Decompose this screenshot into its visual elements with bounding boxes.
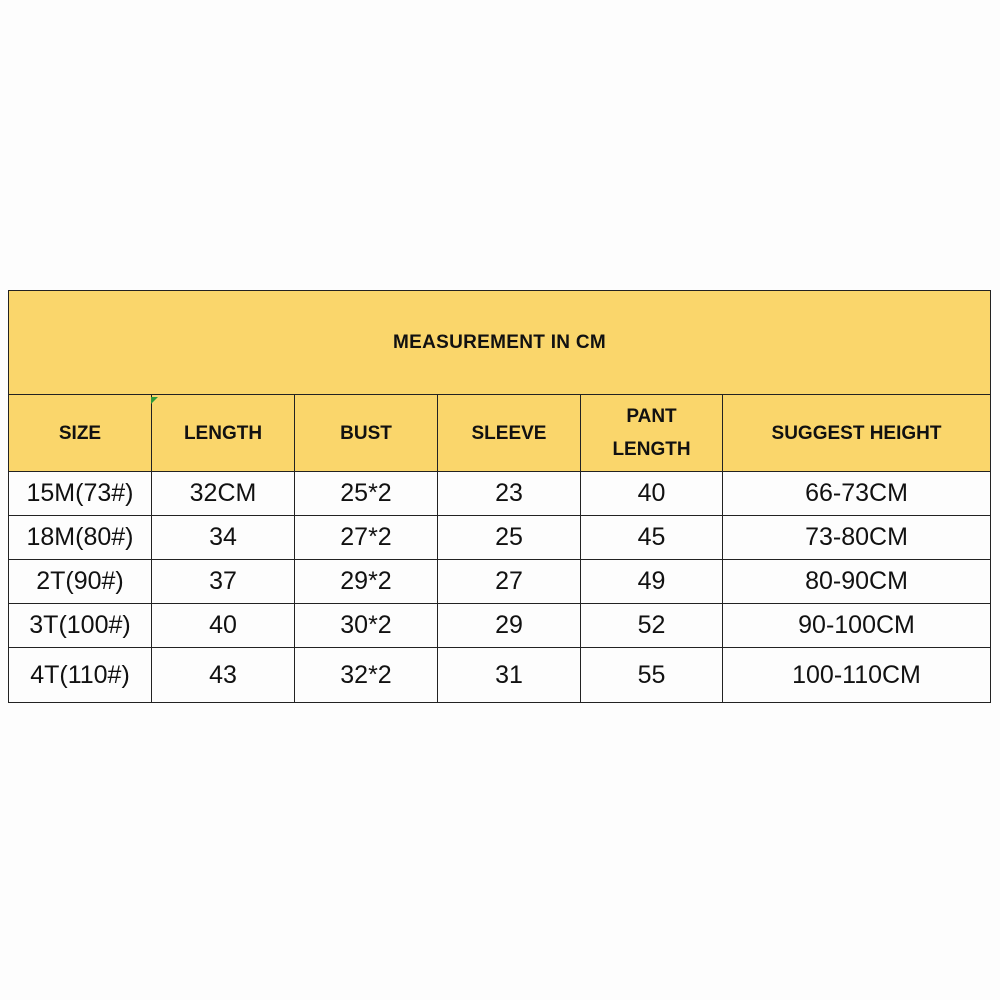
cell-sleeve: 31	[438, 648, 581, 703]
cell-sleeve: 25	[438, 516, 581, 560]
cell-sleeve: 29	[438, 604, 581, 648]
cell-pant-length: 40	[581, 472, 723, 516]
column-header-bust: BUST	[295, 395, 438, 472]
header-row	[9, 395, 991, 472]
cell-length: 32CM	[152, 472, 295, 516]
cell-bust: 29*2	[295, 560, 438, 604]
cell-size: 2T(90#)	[9, 560, 152, 604]
cell-pant-length: 45	[581, 516, 723, 560]
cell-suggest-height: 90-100CM	[723, 604, 991, 648]
table-row	[9, 560, 991, 604]
column-header-suggest-height: SUGGEST HEIGHT	[723, 395, 991, 472]
cell-bust: 27*2	[295, 516, 438, 560]
cell-length: 43	[152, 648, 295, 703]
cell-size: 3T(100#)	[9, 604, 152, 648]
cell-suggest-height: 100-110CM	[723, 648, 991, 703]
cell-length: 34	[152, 516, 295, 560]
table-row	[9, 516, 991, 560]
column-header-length: LENGTH	[152, 395, 295, 472]
table-row	[9, 472, 991, 516]
size-chart-table	[8, 290, 991, 703]
cell-length: 37	[152, 560, 295, 604]
cell-size: 4T(110#)	[9, 648, 152, 703]
cell-bust: 32*2	[295, 648, 438, 703]
column-header-sleeve: SLEEVE	[438, 395, 581, 472]
table-row	[9, 604, 991, 648]
cell-comment-marker-icon	[151, 397, 158, 404]
pant-length-label: PANT LENGTH	[612, 406, 691, 460]
table-row	[9, 648, 991, 703]
title-row	[9, 291, 991, 395]
cell-length: 40	[152, 604, 295, 648]
cell-suggest-height: 80-90CM	[723, 560, 991, 604]
cell-bust: 25*2	[295, 472, 438, 516]
column-header-pant-length	[581, 395, 723, 472]
table-title: MEASUREMENT IN CM	[9, 291, 991, 395]
cell-pant-length: 52	[581, 604, 723, 648]
cell-suggest-height: 73-80CM	[723, 516, 991, 560]
cell-size: 18M(80#)	[9, 516, 152, 560]
cell-size: 15M(73#)	[9, 472, 152, 516]
cell-suggest-height: 66-73CM	[723, 472, 991, 516]
cell-pant-length: 49	[581, 560, 723, 604]
cell-sleeve: 27	[438, 560, 581, 604]
cell-pant-length: 55	[581, 648, 723, 703]
column-header-size: SIZE	[9, 395, 152, 472]
cell-bust: 30*2	[295, 604, 438, 648]
cell-sleeve: 23	[438, 472, 581, 516]
